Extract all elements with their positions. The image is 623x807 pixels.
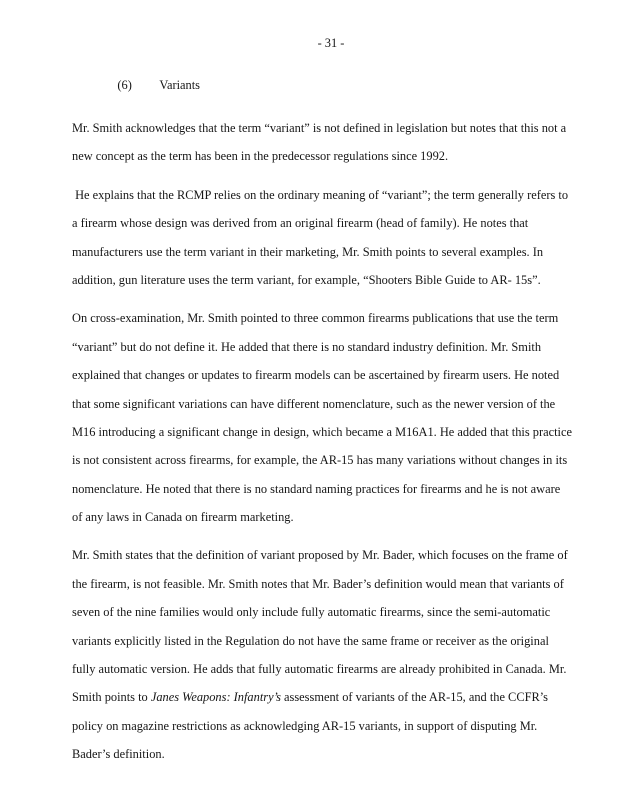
paragraph-2 bbox=[72, 181, 569, 295]
text-line: Mr. Smith acknowledges that the term “variant” is not defined in legislation but notes that this not a bbox=[72, 121, 567, 135]
text-line bbox=[72, 683, 555, 711]
text-line: the firearm, is not feasible. Mr. Smith notes that Mr. Bader’s definition would mean that variants of bbox=[72, 576, 564, 591]
text-line: policy on magazine restrictions as acknowledging AR-15 variants, in support of disputing Mr. bbox=[72, 718, 538, 733]
text-line: explained that changes or updates to firearm models can be ascertained by firearm users. He noted bbox=[72, 368, 560, 383]
text-line: fully automatic version. He adds that fully automatic firearms are already prohibited in Canada. Mr. bbox=[72, 662, 567, 677]
text-line: Mr. Smith states that the definition of variant proposed by Mr. Bader, which focuses on the frame of bbox=[72, 548, 568, 563]
section-heading-title: Variants bbox=[159, 78, 200, 92]
text-line: of any laws in Canada on firearm marketing. bbox=[72, 510, 294, 525]
text-line: new concept as the term has been in the predecessor regulations since 1992. bbox=[72, 149, 449, 164]
text-line: On cross-examination, Mr. Smith pointed to three common firearms publications that use the term bbox=[72, 311, 559, 326]
section-heading bbox=[72, 58, 555, 112]
text-line: He explains that the RCMP relies on the ordinary meaning of “variant”; the term generally refers to bbox=[72, 187, 569, 202]
text-line: seven of the nine families would only include fully automatic firearms, since the semi-automatic bbox=[72, 605, 551, 620]
text-line: variants explicitly listed in the Regulation do not have the same frame or receiver as the original bbox=[72, 633, 549, 648]
text-line: manufacturers use the term variant in their marketing, Mr. Smith points to several examples. In bbox=[72, 244, 544, 259]
paragraph-4 bbox=[72, 541, 568, 768]
text-line: M16 introducing a significant change in design, which became a M16A1. He added that this practice bbox=[72, 424, 572, 439]
text-line: a firearm whose design was derived from an original firearm (head of family). He notes that bbox=[72, 216, 529, 231]
paragraph-1 bbox=[72, 114, 567, 171]
paragraph-3 bbox=[72, 304, 572, 531]
text-segment: Smith points to bbox=[72, 690, 151, 705]
text-segment: assessment of variants of the AR-15, and the CCFR’s bbox=[280, 690, 549, 705]
section-heading-number: (6) bbox=[117, 78, 132, 92]
italic-citation: Janes Weapons: Infantry’s bbox=[150, 690, 281, 705]
text-line: nomenclature. He noted that there is no standard naming practices for firearms and he is not aware bbox=[72, 481, 561, 496]
text-line: Bader’s definition. bbox=[72, 747, 165, 762]
page-number: - 31 - bbox=[317, 36, 345, 50]
text-line: is not consistent across firearms, for example, the AR-15 has many variations without changes in its bbox=[72, 453, 568, 468]
text-line: “variant” but do not define it. He added that there is no standard industry definition. Mr. Smith bbox=[72, 339, 542, 354]
text-line: that some significant variations can have different nomenclature, such as the newer version of the bbox=[72, 396, 556, 411]
text-line: addition, gun literature uses the term variant, for example, “Shooters Bible Guide to AR- 15s”. bbox=[72, 272, 541, 287]
